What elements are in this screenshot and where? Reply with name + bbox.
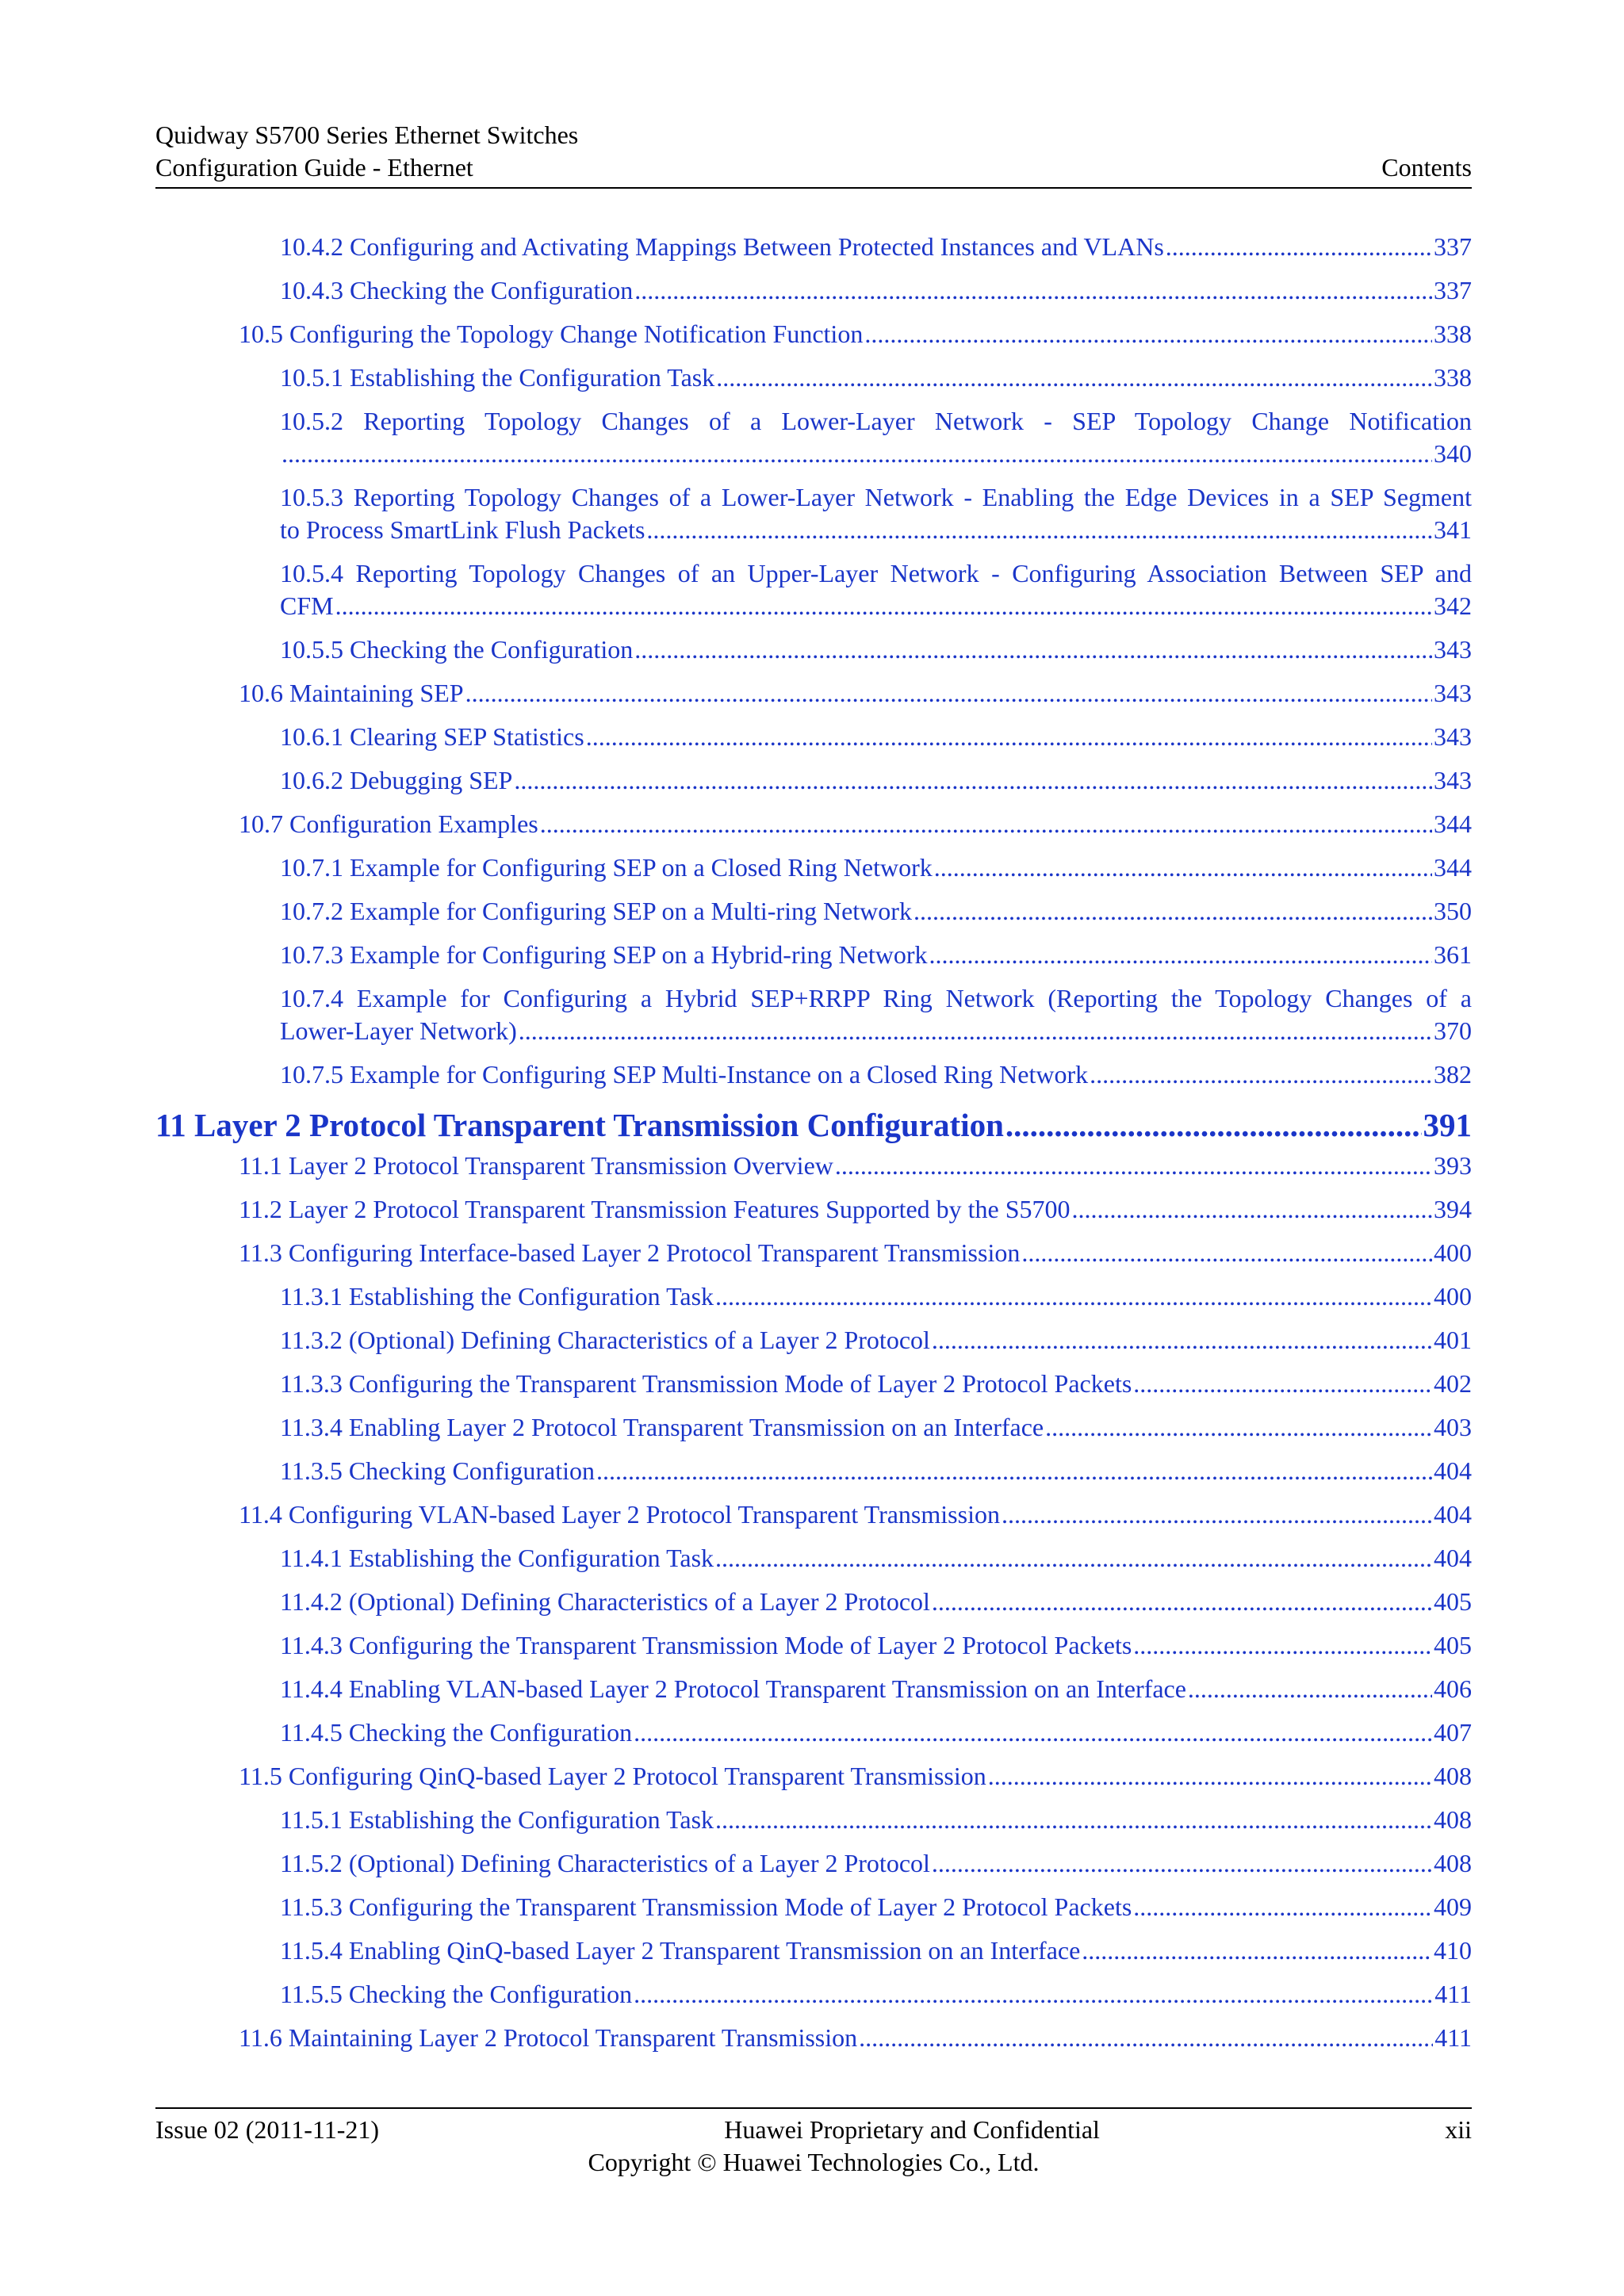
page-header bbox=[155, 119, 1472, 189]
toc-entry-title: 11.5.2 (Optional) Defining Characteristics of a Layer 2 Protocol bbox=[280, 1849, 930, 1877]
toc-entry[interactable] bbox=[155, 627, 1472, 671]
toc-entry-title-line1: 10.5.4 Reporting Topology Changes of an Upper-Layer Network - Configuring Association Between SEP and bbox=[280, 559, 1472, 587]
toc-leader-dots bbox=[540, 808, 1432, 840]
toc-entry[interactable] bbox=[155, 1928, 1472, 1972]
toc-leader-dots bbox=[335, 590, 1432, 622]
toc-chapter-entry[interactable] bbox=[155, 1096, 1472, 1143]
toc-page-number: 409 bbox=[1434, 1892, 1472, 1921]
toc-page-number: 407 bbox=[1434, 1718, 1472, 1747]
toc-entry[interactable] bbox=[155, 1797, 1472, 1841]
toc-leader-dots bbox=[988, 1760, 1432, 1793]
toc-entry[interactable] bbox=[155, 1448, 1472, 1492]
toc-page-number: 382 bbox=[1434, 1060, 1472, 1089]
toc-entry-title: 11.1 Layer 2 Protocol Transparent Transmission Overview bbox=[239, 1151, 833, 1180]
toc-leader-dots bbox=[1090, 1058, 1432, 1091]
toc-entry-title: 10.7 Configuration Examples bbox=[239, 809, 538, 838]
toc-leader-dots bbox=[1133, 1891, 1432, 1923]
toc-leader-dots bbox=[282, 438, 1432, 470]
toc-page-number: 344 bbox=[1434, 853, 1472, 882]
toc-leader-dots bbox=[465, 677, 1432, 710]
toc-entry-title: 10.5 Configuring the Topology Change Notification Function bbox=[239, 320, 864, 348]
toc-entry-title: 11.4.4 Enabling VLAN-based Layer 2 Protocol Transparent Transmission on an Interface bbox=[280, 1674, 1186, 1703]
toc-entry[interactable] bbox=[155, 1623, 1472, 1667]
toc-leader-dots bbox=[1133, 1368, 1432, 1400]
toc-entry[interactable] bbox=[155, 2015, 1472, 2059]
toc-entry-title: 10.6 Maintaining SEP bbox=[239, 679, 464, 707]
toc-leader-dots bbox=[715, 1804, 1432, 1836]
toc-page-number: 341 bbox=[1434, 515, 1472, 544]
toc-leader-dots bbox=[864, 318, 1432, 350]
copyright-label: Copyright © Huawei Technologies Co., Ltd. bbox=[588, 2148, 1040, 2176]
toc-entry-title: CFM bbox=[280, 591, 334, 620]
toc-entry[interactable] bbox=[155, 1274, 1472, 1318]
toc-page-number: 343 bbox=[1434, 766, 1472, 794]
toc-leader-dots bbox=[634, 1978, 1433, 2011]
toc-entry[interactable] bbox=[155, 224, 1472, 268]
toc-leader-dots bbox=[1005, 1105, 1422, 1145]
toc-leader-dots bbox=[1072, 1193, 1432, 1226]
toc-leader-dots bbox=[715, 1280, 1432, 1313]
toc-entry[interactable] bbox=[155, 475, 1472, 551]
toc-entry[interactable] bbox=[155, 714, 1472, 758]
toc-entry-title: 10.6.1 Clearing SEP Statistics bbox=[280, 722, 584, 751]
section-name: Contents bbox=[1381, 153, 1472, 182]
toc-page-number: 340 bbox=[1434, 439, 1472, 468]
toc-page-number: 408 bbox=[1434, 1805, 1472, 1834]
toc-page-number: 402 bbox=[1434, 1369, 1472, 1398]
toc-entry-title: 10.7.3 Example for Configuring SEP on a Hybrid-ring Network bbox=[280, 940, 928, 969]
table-of-contents bbox=[155, 224, 1472, 2059]
toc-entry-title: 10.6.2 Debugging SEP bbox=[280, 766, 513, 794]
toc-entry[interactable] bbox=[155, 1754, 1472, 1797]
toc-entry-title: 11.4.2 (Optional) Defining Characteristics of a Layer 2 Protocol bbox=[280, 1587, 930, 1616]
toc-entry[interactable] bbox=[155, 1536, 1472, 1579]
toc-entry[interactable] bbox=[155, 1052, 1472, 1096]
toc-leader-dots bbox=[1082, 1934, 1432, 1967]
toc-leader-dots bbox=[1021, 1237, 1432, 1269]
toc-page-number: 406 bbox=[1434, 1674, 1472, 1703]
toc-entry[interactable] bbox=[155, 1187, 1472, 1230]
toc-entry[interactable] bbox=[155, 268, 1472, 312]
toc-leader-dots bbox=[634, 633, 1432, 666]
toc-entry-title: 10.5.5 Checking the Configuration bbox=[280, 635, 634, 664]
toc-entry[interactable] bbox=[155, 312, 1472, 355]
toc-entry-title: 11.3.1 Establishing the Configuration Task bbox=[280, 1282, 714, 1311]
toc-leader-dots bbox=[586, 721, 1432, 753]
toc-entry-title: 11.5.1 Establishing the Configuration Task bbox=[280, 1805, 714, 1834]
toc-page-number: 394 bbox=[1434, 1195, 1472, 1223]
toc-entry-title-line1: 10.5.3 Reporting Topology Changes of a Lower-Layer Network - Enabling the Edge Devices in a SEP Segment bbox=[280, 483, 1472, 511]
toc-leader-dots bbox=[634, 1716, 1432, 1749]
toc-page-number: 405 bbox=[1434, 1631, 1472, 1659]
toc-entry[interactable] bbox=[155, 932, 1472, 976]
toc-entry[interactable] bbox=[155, 1318, 1472, 1361]
toc-page-number: 338 bbox=[1434, 363, 1472, 392]
toc-entry-title-line1: 10.7.4 Example for Configuring a Hybrid SEP+RRPP Ring Network (Reporting the Topology Changes of a bbox=[280, 984, 1472, 1012]
toc-leader-dots bbox=[514, 764, 1432, 797]
toc-entry-title: 11.3.4 Enabling Layer 2 Protocol Transparent Transmission on an Interface bbox=[280, 1413, 1044, 1441]
toc-entry-title: Lower-Layer Network) bbox=[280, 1016, 517, 1045]
toc-page-number: 361 bbox=[1434, 940, 1472, 969]
toc-entry[interactable] bbox=[155, 1972, 1472, 2015]
toc-page-number: 408 bbox=[1434, 1762, 1472, 1790]
toc-page-number: 411 bbox=[1434, 1980, 1472, 2008]
toc-entry[interactable] bbox=[155, 976, 1472, 1052]
toc-page-number: 411 bbox=[1434, 2023, 1472, 2052]
toc-leader-dots bbox=[1133, 1629, 1432, 1662]
confidential-label: Huawei Proprietary and Confidential bbox=[724, 2115, 1100, 2144]
toc-page-number: 391 bbox=[1423, 1107, 1472, 1143]
toc-entry[interactable] bbox=[155, 1361, 1472, 1405]
toc-entry-title: 10.5.1 Establishing the Configuration Task bbox=[280, 363, 715, 392]
toc-entry-title: to Process SmartLink Flush Packets bbox=[280, 515, 645, 544]
toc-page-number: 404 bbox=[1434, 1500, 1472, 1529]
toc-page-number: 343 bbox=[1434, 635, 1472, 664]
toc-page-number: 393 bbox=[1434, 1151, 1472, 1180]
toc-entry[interactable] bbox=[155, 845, 1472, 889]
toc-page-number: 343 bbox=[1434, 679, 1472, 707]
toc-leader-dots bbox=[835, 1150, 1432, 1182]
page-footer bbox=[155, 2107, 1472, 2179]
toc-leader-dots bbox=[1002, 1498, 1432, 1531]
toc-page-number: 344 bbox=[1434, 809, 1472, 838]
toc-leader-dots bbox=[929, 939, 1432, 971]
toc-page-number: 405 bbox=[1434, 1587, 1472, 1616]
page-number: xii bbox=[1445, 2115, 1472, 2144]
toc-entry-title: 11.6 Maintaining Layer 2 Protocol Transparent Transmission bbox=[239, 2023, 858, 2052]
toc-page-number: 401 bbox=[1434, 1326, 1472, 1354]
toc-entry-title: 11.4.3 Configuring the Transparent Transmission Mode of Layer 2 Protocol Packets bbox=[280, 1631, 1132, 1659]
toc-page-number: 404 bbox=[1434, 1456, 1472, 1485]
toc-leader-dots bbox=[932, 1847, 1432, 1880]
toc-entry-title: 11.5 Configuring QinQ-based Layer 2 Protocol Transparent Transmission bbox=[239, 1762, 986, 1790]
toc-leader-dots bbox=[1045, 1411, 1432, 1444]
toc-leader-dots bbox=[859, 2022, 1433, 2054]
toc-entry-title-line1: 10.5.2 Reporting Topology Changes of a Lower-Layer Network - SEP Topology Change Notification bbox=[280, 407, 1472, 435]
toc-page-number: 410 bbox=[1434, 1936, 1472, 1965]
toc-entry[interactable] bbox=[155, 671, 1472, 714]
toc-entry-title: 11.3 Configuring Interface-based Layer 2 Protocol Transparent Transmission bbox=[239, 1238, 1021, 1267]
guide-name: Configuration Guide - Ethernet bbox=[155, 153, 473, 182]
toc-page-number: 350 bbox=[1434, 897, 1472, 925]
toc-entry[interactable] bbox=[155, 1405, 1472, 1448]
toc-leader-dots bbox=[1166, 231, 1432, 263]
toc-entry[interactable] bbox=[155, 355, 1472, 399]
toc-leader-dots bbox=[914, 895, 1432, 928]
product-name: Quidway S5700 Series Ethernet Switches bbox=[155, 121, 579, 149]
toc-entry[interactable] bbox=[155, 399, 1472, 475]
toc-leader-dots bbox=[646, 514, 1432, 546]
toc-entry-title: 11.2 Layer 2 Protocol Transparent Transmission Features Supported by the S5700 bbox=[239, 1195, 1071, 1223]
toc-page-number: 400 bbox=[1434, 1282, 1472, 1311]
toc-entry-title: 11 Layer 2 Protocol Transparent Transmission Configuration bbox=[155, 1107, 1004, 1143]
toc-leader-dots bbox=[715, 1542, 1432, 1575]
toc-page-number: 408 bbox=[1434, 1849, 1472, 1877]
toc-leader-dots bbox=[1188, 1673, 1432, 1705]
toc-entry-title: 10.4.3 Checking the Configuration bbox=[280, 276, 634, 304]
toc-leader-dots bbox=[596, 1455, 1432, 1487]
toc-page-number: 342 bbox=[1434, 591, 1472, 620]
toc-entry-title: 11.5.5 Checking the Configuration bbox=[280, 1980, 633, 2008]
toc-leader-dots bbox=[519, 1015, 1432, 1047]
toc-leader-dots bbox=[932, 1586, 1432, 1618]
issue-label: Issue 02 (2011-11-21) bbox=[155, 2115, 380, 2144]
toc-entry-title: 11.3.5 Checking Configuration bbox=[280, 1456, 595, 1485]
toc-entry[interactable] bbox=[155, 1841, 1472, 1885]
toc-page-number: 400 bbox=[1434, 1238, 1472, 1267]
toc-leader-dots bbox=[716, 362, 1432, 394]
toc-entry[interactable] bbox=[155, 1667, 1472, 1710]
toc-page-number: 337 bbox=[1434, 276, 1472, 304]
toc-entry[interactable] bbox=[155, 758, 1472, 802]
toc-entry[interactable] bbox=[155, 802, 1472, 845]
toc-leader-dots bbox=[932, 1324, 1432, 1357]
toc-entry-title: 11.4.1 Establishing the Configuration Task bbox=[280, 1544, 714, 1572]
toc-entry-title: 10.7.2 Example for Configuring SEP on a Multi-ring Network bbox=[280, 897, 912, 925]
toc-entry[interactable] bbox=[155, 1143, 1472, 1187]
toc-entry-title: 11.5.4 Enabling QinQ-based Layer 2 Transparent Transmission on an Interface bbox=[280, 1936, 1081, 1965]
toc-entry[interactable] bbox=[155, 1579, 1472, 1623]
toc-leader-dots bbox=[634, 274, 1432, 307]
toc-entry-title: 11.3.2 (Optional) Defining Characteristics of a Layer 2 Protocol bbox=[280, 1326, 930, 1354]
toc-entry[interactable] bbox=[155, 1230, 1472, 1274]
toc-entry-title: 10.4.2 Configuring and Activating Mappings Between Protected Instances and VLANs bbox=[280, 232, 1164, 261]
toc-page-number: 338 bbox=[1434, 320, 1472, 348]
toc-entry-title: 10.7.1 Example for Configuring SEP on a Closed Ring Network bbox=[280, 853, 933, 882]
toc-page-number: 343 bbox=[1434, 722, 1472, 751]
toc-entry[interactable] bbox=[155, 889, 1472, 932]
toc-entry[interactable] bbox=[155, 1710, 1472, 1754]
toc-entry-title: 11.4 Configuring VLAN-based Layer 2 Protocol Transparent Transmission bbox=[239, 1500, 1000, 1529]
toc-page-number: 404 bbox=[1434, 1544, 1472, 1572]
toc-entry[interactable] bbox=[155, 551, 1472, 627]
toc-page-number: 337 bbox=[1434, 232, 1472, 261]
toc-leader-dots bbox=[934, 851, 1432, 884]
toc-entry-title: 11.4.5 Checking the Configuration bbox=[280, 1718, 633, 1747]
toc-entry-title: 11.3.3 Configuring the Transparent Transmission Mode of Layer 2 Protocol Packets bbox=[280, 1369, 1132, 1398]
toc-page-number: 370 bbox=[1434, 1016, 1472, 1045]
toc-entry-title: 11.5.3 Configuring the Transparent Transmission Mode of Layer 2 Protocol Packets bbox=[280, 1892, 1132, 1921]
toc-entry-title: 10.7.5 Example for Configuring SEP Multi-Instance on a Closed Ring Network bbox=[280, 1060, 1089, 1089]
toc-entry[interactable] bbox=[155, 1885, 1472, 1928]
toc-entry[interactable] bbox=[155, 1492, 1472, 1536]
toc-page-number: 403 bbox=[1434, 1413, 1472, 1441]
